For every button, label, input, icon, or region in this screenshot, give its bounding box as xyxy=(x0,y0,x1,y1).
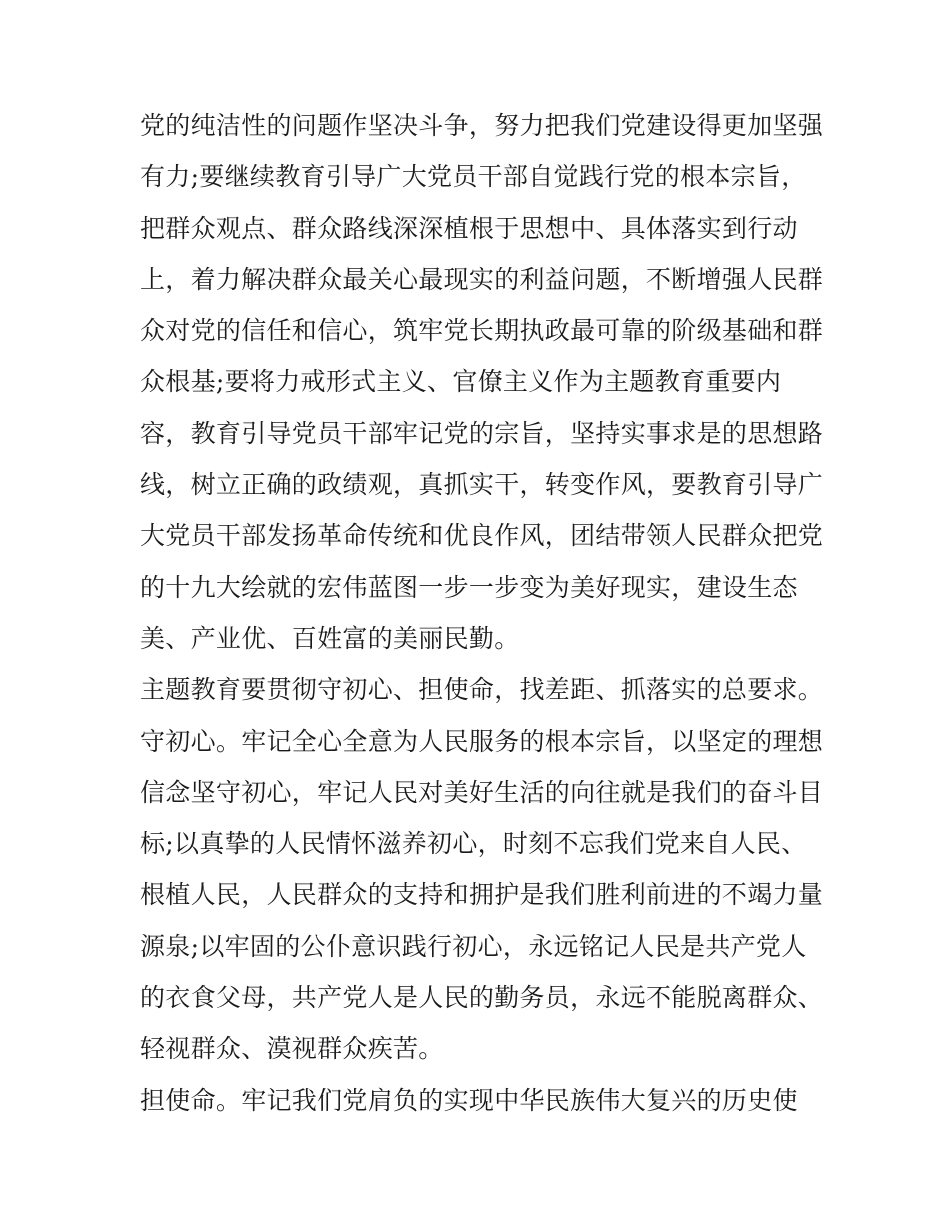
text-line-10: 的十九大绘就的宏伟蓝图一步一步变为美好现实，建设生态 xyxy=(140,572,798,602)
text-line-2: 有力;要继续教育引导广大党员干部自觉践行党的根本宗旨， xyxy=(140,162,807,192)
text-line-19: 轻视群众、漠视群众疾苦。 xyxy=(140,1034,444,1064)
text-line-18: 的衣食父母，共产党人是人民的勤务员，永远不能脱离群众、 xyxy=(140,983,824,1013)
text-line-17: 源泉;以牢固的公仆意识践行初心，永远铭记人民是共产党人 xyxy=(140,931,807,961)
text-line-13: 守初心。牢记全心全意为人民服务的根本宗旨，以坚定的理想 xyxy=(140,726,824,756)
text-line-14: 信念坚守初心，牢记人民对美好生活的向往就是我们的奋斗目 xyxy=(140,777,824,807)
text-line-12: 主题教育要贯彻守初心、担使命，找差距、抓落实的总要求。 xyxy=(140,675,824,705)
body-text xyxy=(140,100,824,1126)
text-line-20: 担使命。牢记我们党肩负的实现中华民族伟大复兴的历史使 xyxy=(140,1085,798,1115)
text-line-15: 标;以真挚的人民情怀滋养初心，时刻不忘我们党来自人民、 xyxy=(140,829,807,859)
text-line-6: 众根基;要将力戒形式主义、官僚主义作为主题教育重要内 xyxy=(140,367,782,397)
text-line-1: 党的纯洁性的问题作坚决斗争，努力把我们党建设得更加坚强 xyxy=(140,111,824,140)
text-line-4: 上，着力解决群众最关心最现实的利益问题，不断增强人民群 xyxy=(140,264,824,294)
text-line-11: 美、产业优、百姓富的美丽民勤。 xyxy=(140,623,520,653)
text-line-9: 大党员干部发扬革命传统和优良作风，团结带领人民群众把党 xyxy=(140,521,824,551)
text-line-5: 众对党的信任和信心，筑牢党长期执政最可靠的阶级基础和群 xyxy=(140,316,824,346)
text-line-7: 容，教育引导党员干部牢记党的宗旨，坚持实事求是的思想路 xyxy=(140,418,824,448)
text-line-8: 线，树立正确的政绩观，真抓实干，转变作风，要教育引导广 xyxy=(140,470,824,500)
text-line-3: 把群众观点、群众路线深深植根于思想中、具体落实到行动 xyxy=(140,213,798,243)
text-line-16: 根植人民，人民群众的支持和拥护是我们胜利前进的不竭力量 xyxy=(140,880,824,910)
